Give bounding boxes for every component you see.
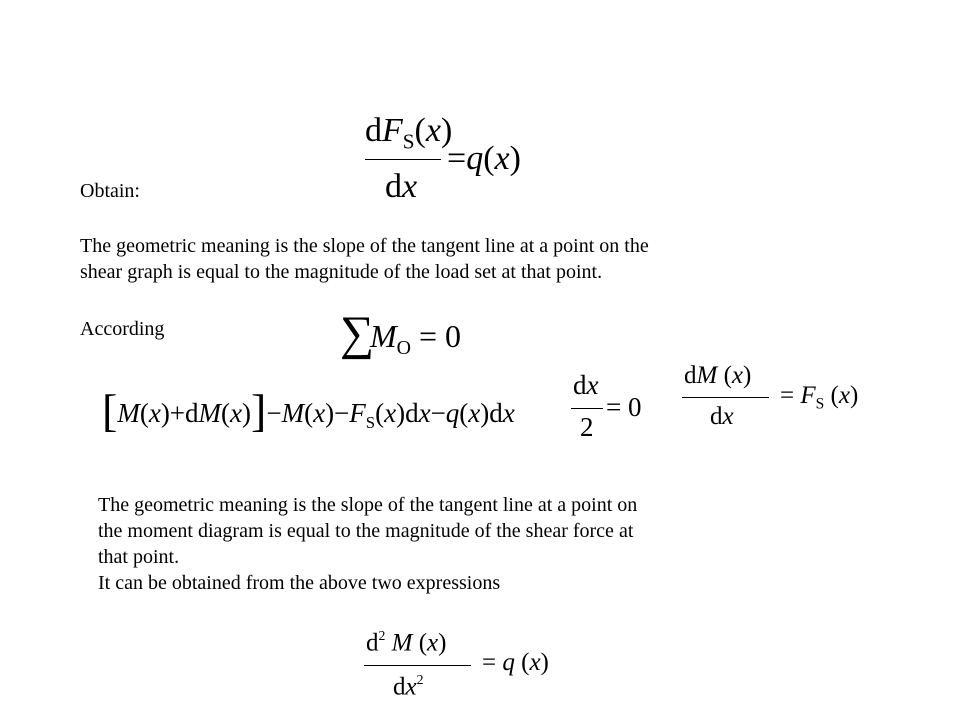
paragraph-line: The geometric meaning is the slope of the tangent line at a point on the — [80, 235, 649, 257]
eq1-numerator: $dF_S(x)$ — [365, 112, 453, 154]
eq5-denominator: $dx^2$ — [393, 672, 424, 701]
eq5-fraction-bar — [364, 665, 471, 666]
eq5-numerator: $d^2$ M (x) — [366, 628, 447, 657]
paragraph-line: shear graph is equal to the magnitude of the load set at that point. — [80, 261, 603, 283]
eq1-denominator: dx — [385, 168, 418, 205]
paragraph-moment-meaning — [98, 492, 878, 596]
paragraph-line: that point. — [98, 546, 180, 568]
paragraph-line: the moment diagram is equal to the magnitude of the shear force at — [98, 520, 634, 542]
eq4-denominator: dx — [710, 403, 734, 430]
paragraph-line: The geometric meaning is the slope of the tangent line at a point on — [98, 494, 638, 516]
eq2-body: $M_O = 0$ — [370, 318, 462, 359]
eq1-fraction-bar — [365, 159, 441, 160]
eq3-rhs: = 0 — [606, 392, 642, 422]
eq3-body: $[M(x)+dM(x)]-M(x)-F_S(x)dx-q(x)dx$ — [102, 385, 515, 436]
eq1-rhs: =q(x) — [447, 140, 521, 177]
sigma-symbol: ∑ — [340, 307, 375, 360]
label-obtain: Obtain: — [80, 180, 140, 202]
eq4-fraction-bar — [682, 397, 769, 398]
paragraph-line: It can be obtained from the above two expressions — [98, 572, 501, 594]
eq4-numerator: dM (x) — [684, 362, 752, 389]
eq3-fraction-bar — [571, 408, 603, 409]
eq3-frac-numerator: dx — [573, 370, 599, 400]
eq4-rhs: = $F_S$ (x) — [780, 382, 859, 413]
label-according: According — [80, 318, 165, 340]
paragraph-shear-meaning — [80, 233, 860, 285]
eq3-frac-denominator: 2 — [580, 412, 594, 442]
eq5-rhs: = q (x) — [482, 649, 549, 676]
